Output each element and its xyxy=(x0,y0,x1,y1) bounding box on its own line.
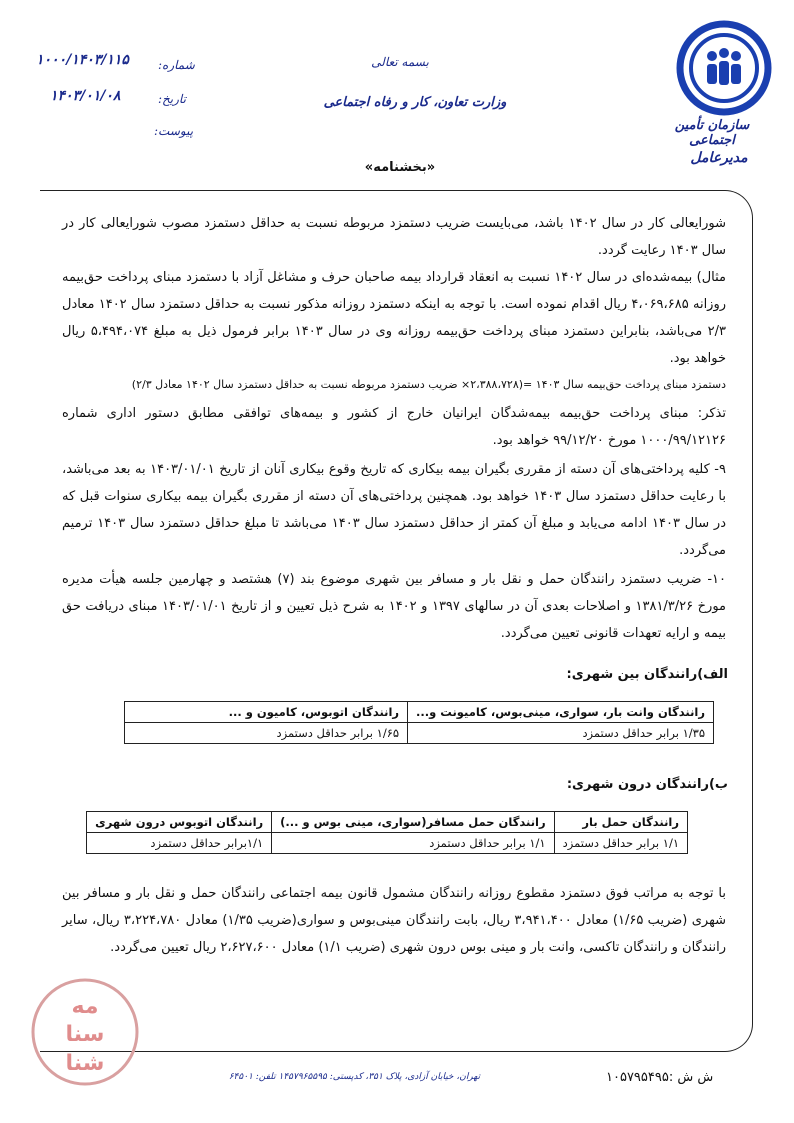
paragraph-1: شورایعالی کار در سال ۱۴۰۲ باشد، می‌بایست ضریب دستمزد مربوطه نسبت به حداقل دستمزد مصوب شورایعالی کار در سال ۱۴۰۳ رعایت گردد. xyxy=(62,216,727,258)
intercity-header-1: رانندگان وانت بار، سواری، مینی‌بوس، کامیونت و... xyxy=(408,702,714,723)
attachment-label: پیوست: xyxy=(154,124,194,138)
paragraph-9: ۹- کلیه پرداختی‌های آن دسته از مقرری بگیران بیمه بیکاری که تاریخ وقوع بیکاری آنان از تاریخ ۱۴۰۳/۰۱/۰۱ به بعد می‌باشد، با رعایت حداقل دستمزد سال ۱۴۰۳ خواهد بود. همچنین پرداختی‌های آن دسته از مقرری بگیران بیمه بیکاری سنوات قبل که در سال ۱۴۰۳ ادامه می‌یابد و مبلغ آن کمتر از حداقل دستمزد سال ۱۴۰۳ می‌باشد تا مبلغ حداقل دستمزد سال ۱۴۰۳ ترمیم می‌گردد. xyxy=(62,462,727,558)
organization-name: سازمان تأمین اجتماعی xyxy=(674,118,750,148)
svg-text:شنا: شنا xyxy=(65,1051,105,1076)
urban-table xyxy=(86,811,688,854)
director-title: مدیرعامل xyxy=(690,150,748,166)
footer-address: تهران، خیابان آزادی، پلاک ۳۵۱، کدپستی: ۱۴۵۷۹۶۵۵۹۵ تلفن: ۶۴۵۰۱ xyxy=(228,1072,480,1082)
number-label: شماره: xyxy=(158,58,195,72)
urban-value-3: ۱/۱برابر حداقل دستمزد xyxy=(87,833,272,854)
paragraph-10: ۱۰- ضریب دستمزد رانندگان حمل و نقل بار و مسافر بین شهری موضوع بند (۷) هشتصد و چهارمین جلسه هیأت مدیره مورخ ۱۳۸۱/۳/۲۶ و اصلاحات بعدی آن در سالهای ۱۳۹۷ و ۱۴۰۲ به شرح ذیل تعیین و از تاریخ ۱۴۰۳/۰۱/۰۱ مبنای دریافت حق بیمه و ارایه تعهدات قانونی تعیین می‌گردد. xyxy=(62,572,727,641)
urban-header-1: رانندگان حمل بار xyxy=(554,812,687,833)
paragraph-note: تذکر: مبنای پرداخت حق‌بیمه بیمه‌شدگان ایرانیان خارج از کشور و بیمه‌های توافقی مطابق دستور اداری شماره ۱۰۰۰/۹۹/۱۲۱۲۶ مورخ ۹۹/۱۲/۲۰ خواهد بود. xyxy=(62,406,726,448)
urban-value-1: ۱/۱ برابر حداقل دستمزد xyxy=(554,833,687,854)
urban-value-2: ۱/۱ برابر حداقل دستمزد xyxy=(272,833,554,854)
paragraph-example: مثال) بیمه‌شده‌ای در سال ۱۴۰۲ نسبت به انعقاد قرارداد بیمه صاحبان حرف و مشاغل آزاد با دستمزد مبنای پرداخت حق‌بیمه روزانه ۴،۰۶۹،۶۸۵ ریال اقدام نموده است. با توجه به اینکه دستمزد روزانه مذکور نسبت به حداقل دستمزد سال ۱۴۰۲ معادل ۲/۳ می‌باشد، بنابراین دستمزد مبنای پرداخت حق‌بیمه روزانه وی در سال ۱۴۰۳ برابر فرمول ذیل به مبلغ ۵،۴۹۴،۰۷۴ ریال خواهد بود. xyxy=(62,270,727,366)
document-type: «بخشنامه» xyxy=(364,160,436,175)
social-security-logo xyxy=(676,20,772,116)
urban-title: ب)رانندگان درون شهری: xyxy=(566,777,728,792)
intercity-title: الف)رانندگان بین شهری: xyxy=(566,667,728,682)
urban-header-2: رانندگان حمل مسافر(سواری، مینی بوس و ...) xyxy=(272,812,554,833)
formula: دستمزد مبنای پرداخت حق‌بیمه سال ۱۴۰۳ =(۲،۳۸۸،۷۲۸× ضریب دستمزد مربوطه نسبت به حداقل دستمزد سال ۱۴۰۲ معادل ۲/۳) xyxy=(131,378,726,391)
svg-text:مه: مه xyxy=(71,994,99,1019)
date-label: تاریخ: xyxy=(158,92,186,106)
urban-header-3: رانندگان اتوبوس درون شهری xyxy=(87,812,272,833)
intercity-table xyxy=(124,701,714,744)
intercity-value-1: ۱/۳۵ برابر حداقل دستمزد xyxy=(408,723,714,744)
paragraph-summary: با توجه به مراتب فوق دستمزد مقطوع روزانه رانندگان مشمول قانون بیمه اجتماعی رانندگان حمل و نقل بار و مسافر بین شهری (ضریب ۱/۶۵) معادل ۳،۹۴۱،۴۰۰ ریال، بابت رانندگان مینی‌بوس و سواری(ضریب ۱/۳۵) معادل ۳،۲۲۴،۷۸۰ ریال، سایر رانندگان و رانندگان تاکسی، وانت بار و مینی بوس درون شهری (ضریب ۱/۱) معادل ۲،۶۲۷،۶۰۰ ریال تعیین می‌گردد. xyxy=(62,886,726,955)
basmala: بسمه تعالی xyxy=(371,55,429,69)
intercity-header-2: رانندگان اتوبوس، کامیون و ... xyxy=(125,702,408,723)
ministry-name: وزارت تعاون، کار و رفاه اجتماعی xyxy=(323,95,507,110)
date-value: ۱۴۰۳/۰۱/۰۸ xyxy=(50,88,121,104)
intercity-value-2: ۱/۶۵ برابر حداقل دستمزد xyxy=(125,723,408,744)
svg-text:سنا: سنا xyxy=(65,1022,105,1047)
footer-national-id: ش ش :۱۰۵۷۹۵۴۹۵ xyxy=(606,1070,714,1085)
number-value: ۱۰۰۰/۱۴۰۳/۱۱۵ xyxy=(36,52,129,68)
stamp-seal xyxy=(28,975,142,1089)
